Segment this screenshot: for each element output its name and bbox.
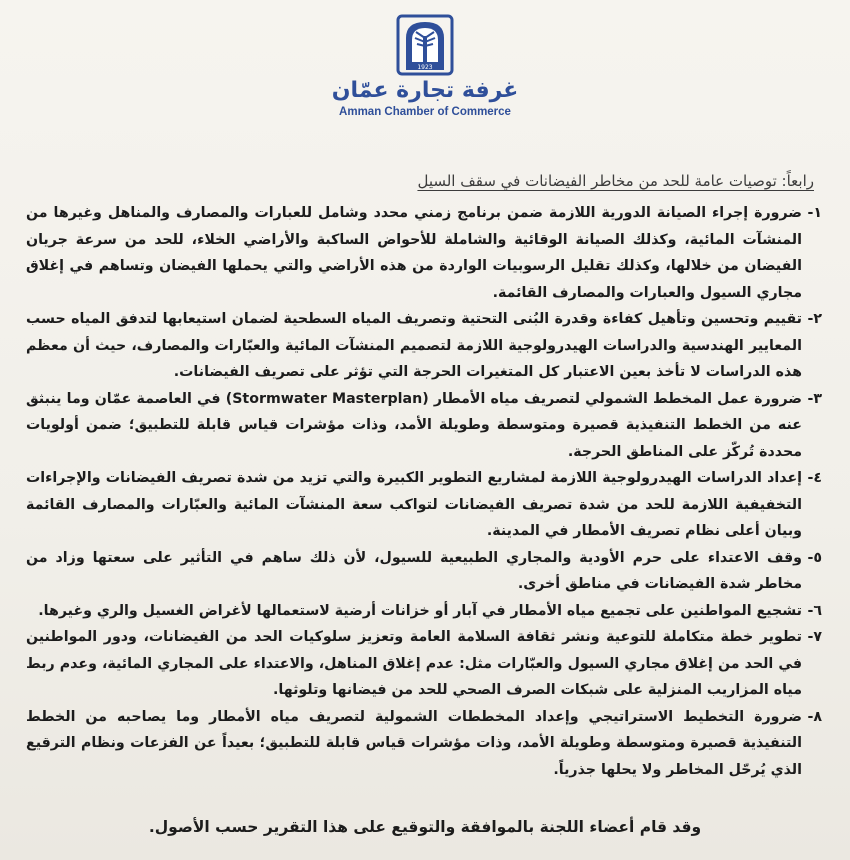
amman-chamber-logo — [396, 14, 454, 76]
item-text: إعداد الدراسات الهيدرولوجية اللازمة لمشاريع التطوير الكبيرة والتي تزيد من شدة تصريف الفيضانات والإجراءات التخفيفية اللازمة للحد من شدة تصريف الفيضانات لتواكب سعة المنشآت المائية والعبّارات والمصارف القائمة وبيان أعلى نظام تصريف الأمطار في المدينة. — [26, 470, 802, 539]
closing-statement: وقد قام أعضاء اللجنة بالموافقة والتوقيع على هذا التقرير حسب الأصول. — [148, 818, 702, 836]
item-number: ٦- — [807, 602, 822, 619]
list-item — [26, 386, 822, 466]
list-item — [26, 704, 822, 784]
item-number: ٨- — [807, 708, 822, 725]
item-number: ٧- — [807, 629, 822, 645]
item-text: تقييم وتحسين وتأهيل كفاءة وقدرة البُنى التحتية وتصريف المياه السطحية لضمان استيعابها لتدفق المياه حسب المعايير الهندسية والدراسات الهيدرولوجية اللازمة لتصميم المنشآت المائية والعبّارات والمصارف، حيث أن معظم هذه الدراسات لا تأخذ بعين الاعتبار كل المتغيرات الحرجة التي تؤثر على تصريف الفيضانات. — [26, 311, 802, 380]
item-number: ٣- — [807, 390, 822, 407]
org-name-english: Amman Chamber of Commerce — [339, 106, 511, 118]
org-name-arabic: غرفة تجارة عمّان — [331, 78, 519, 103]
letterhead — [0, 14, 850, 119]
item-number: ١- — [807, 205, 822, 221]
section-title: رابعاً: توصيات عامة للحد من مخاطر الفيضانات في سقف السيل — [417, 172, 814, 190]
item-text: وقف الاعتداء على حرم الأودية والمجاري الطبيعية للسيول، لأن ذلك ساهم في التأثير على سعتها وزاد من مخاطر شدة الفيضانات في مناطق أخرى. — [26, 549, 802, 592]
item-number: ٤- — [807, 470, 822, 486]
list-item — [26, 306, 822, 386]
list-item — [26, 200, 822, 306]
item-number: ٥- — [807, 549, 822, 566]
list-item — [26, 624, 822, 704]
item-text: ضرورة التخطيط الاستراتيجي وإعداد المخططات الشمولية لتصريف مياه الأمطار وما يصاحبه من الخطط التنفيذية قصيرة ومتوسطة وطويلة الأمد، وذات مؤشرات قياس قابلة للتطبيق؛ بعيداً عن الفزعات ونظام الترقيع الذي يُرحّل المخاطر ولا يحلها جذرياً. — [26, 708, 802, 778]
item-text: تشجيع المواطنين على تجميع مياه الأمطار في آبار أو خزانات أرضية لاستعمالها لأغراض الغسيل والري وغيرها. — [38, 602, 802, 619]
logo-year: 1923 — [417, 64, 433, 71]
list-item — [26, 465, 822, 545]
list-item — [26, 545, 822, 598]
item-number: ٢- — [807, 311, 822, 327]
item-text: ضرورة إجراء الصيانة الدورية اللازمة ضمن برنامج زمني محدد وشامل للعبارات والمصارف والمناهل وغيرها من المنشآت المائية، وكذلك الصيانة الوقائية والشاملة للأحواض الساكبة والأراضي الخلاء، للحد من سرعة جريان الفيضان من خلالها، وكذلك تقليل الرسوبيات الواردة من هذه الأراضي والتي يحملها الفيضان وتساهم في إغلاق مجاري السيول والعبارات والمصارف القائمة. — [26, 205, 802, 301]
recommendations-list — [26, 200, 822, 783]
list-item — [26, 598, 822, 625]
item-text: ضرورة عمل المخطط الشمولي لتصريف مياه الأمطار (Stormwater Masterplan) في العاصمة عمّان وما ينبثق عنه من الخطط التنفيذية قصيرة ومتوسطة وطويلة الأمد، وذات مؤشرات قياس قابلة للتطبيق؛ ضمن أولويات محددة تُركّز على المناطق الحرجة. — [26, 390, 803, 460]
item-text: تطوير خطة متكاملة للتوعية ونشر ثقافة السلامة العامة وتعزيز سلوكيات الحد من الفيضانات، ودور المواطنين في الحد من إغلاق مجاري السيول والعبّارات مثل: عدم إغلاق المناهل، والاعتداء على المجاري المائية، وعدم ربط مياه المزاريب المنزلية على شبكات الصرف الصحي للحد من فيضانها وتلوثها. — [26, 629, 802, 698]
